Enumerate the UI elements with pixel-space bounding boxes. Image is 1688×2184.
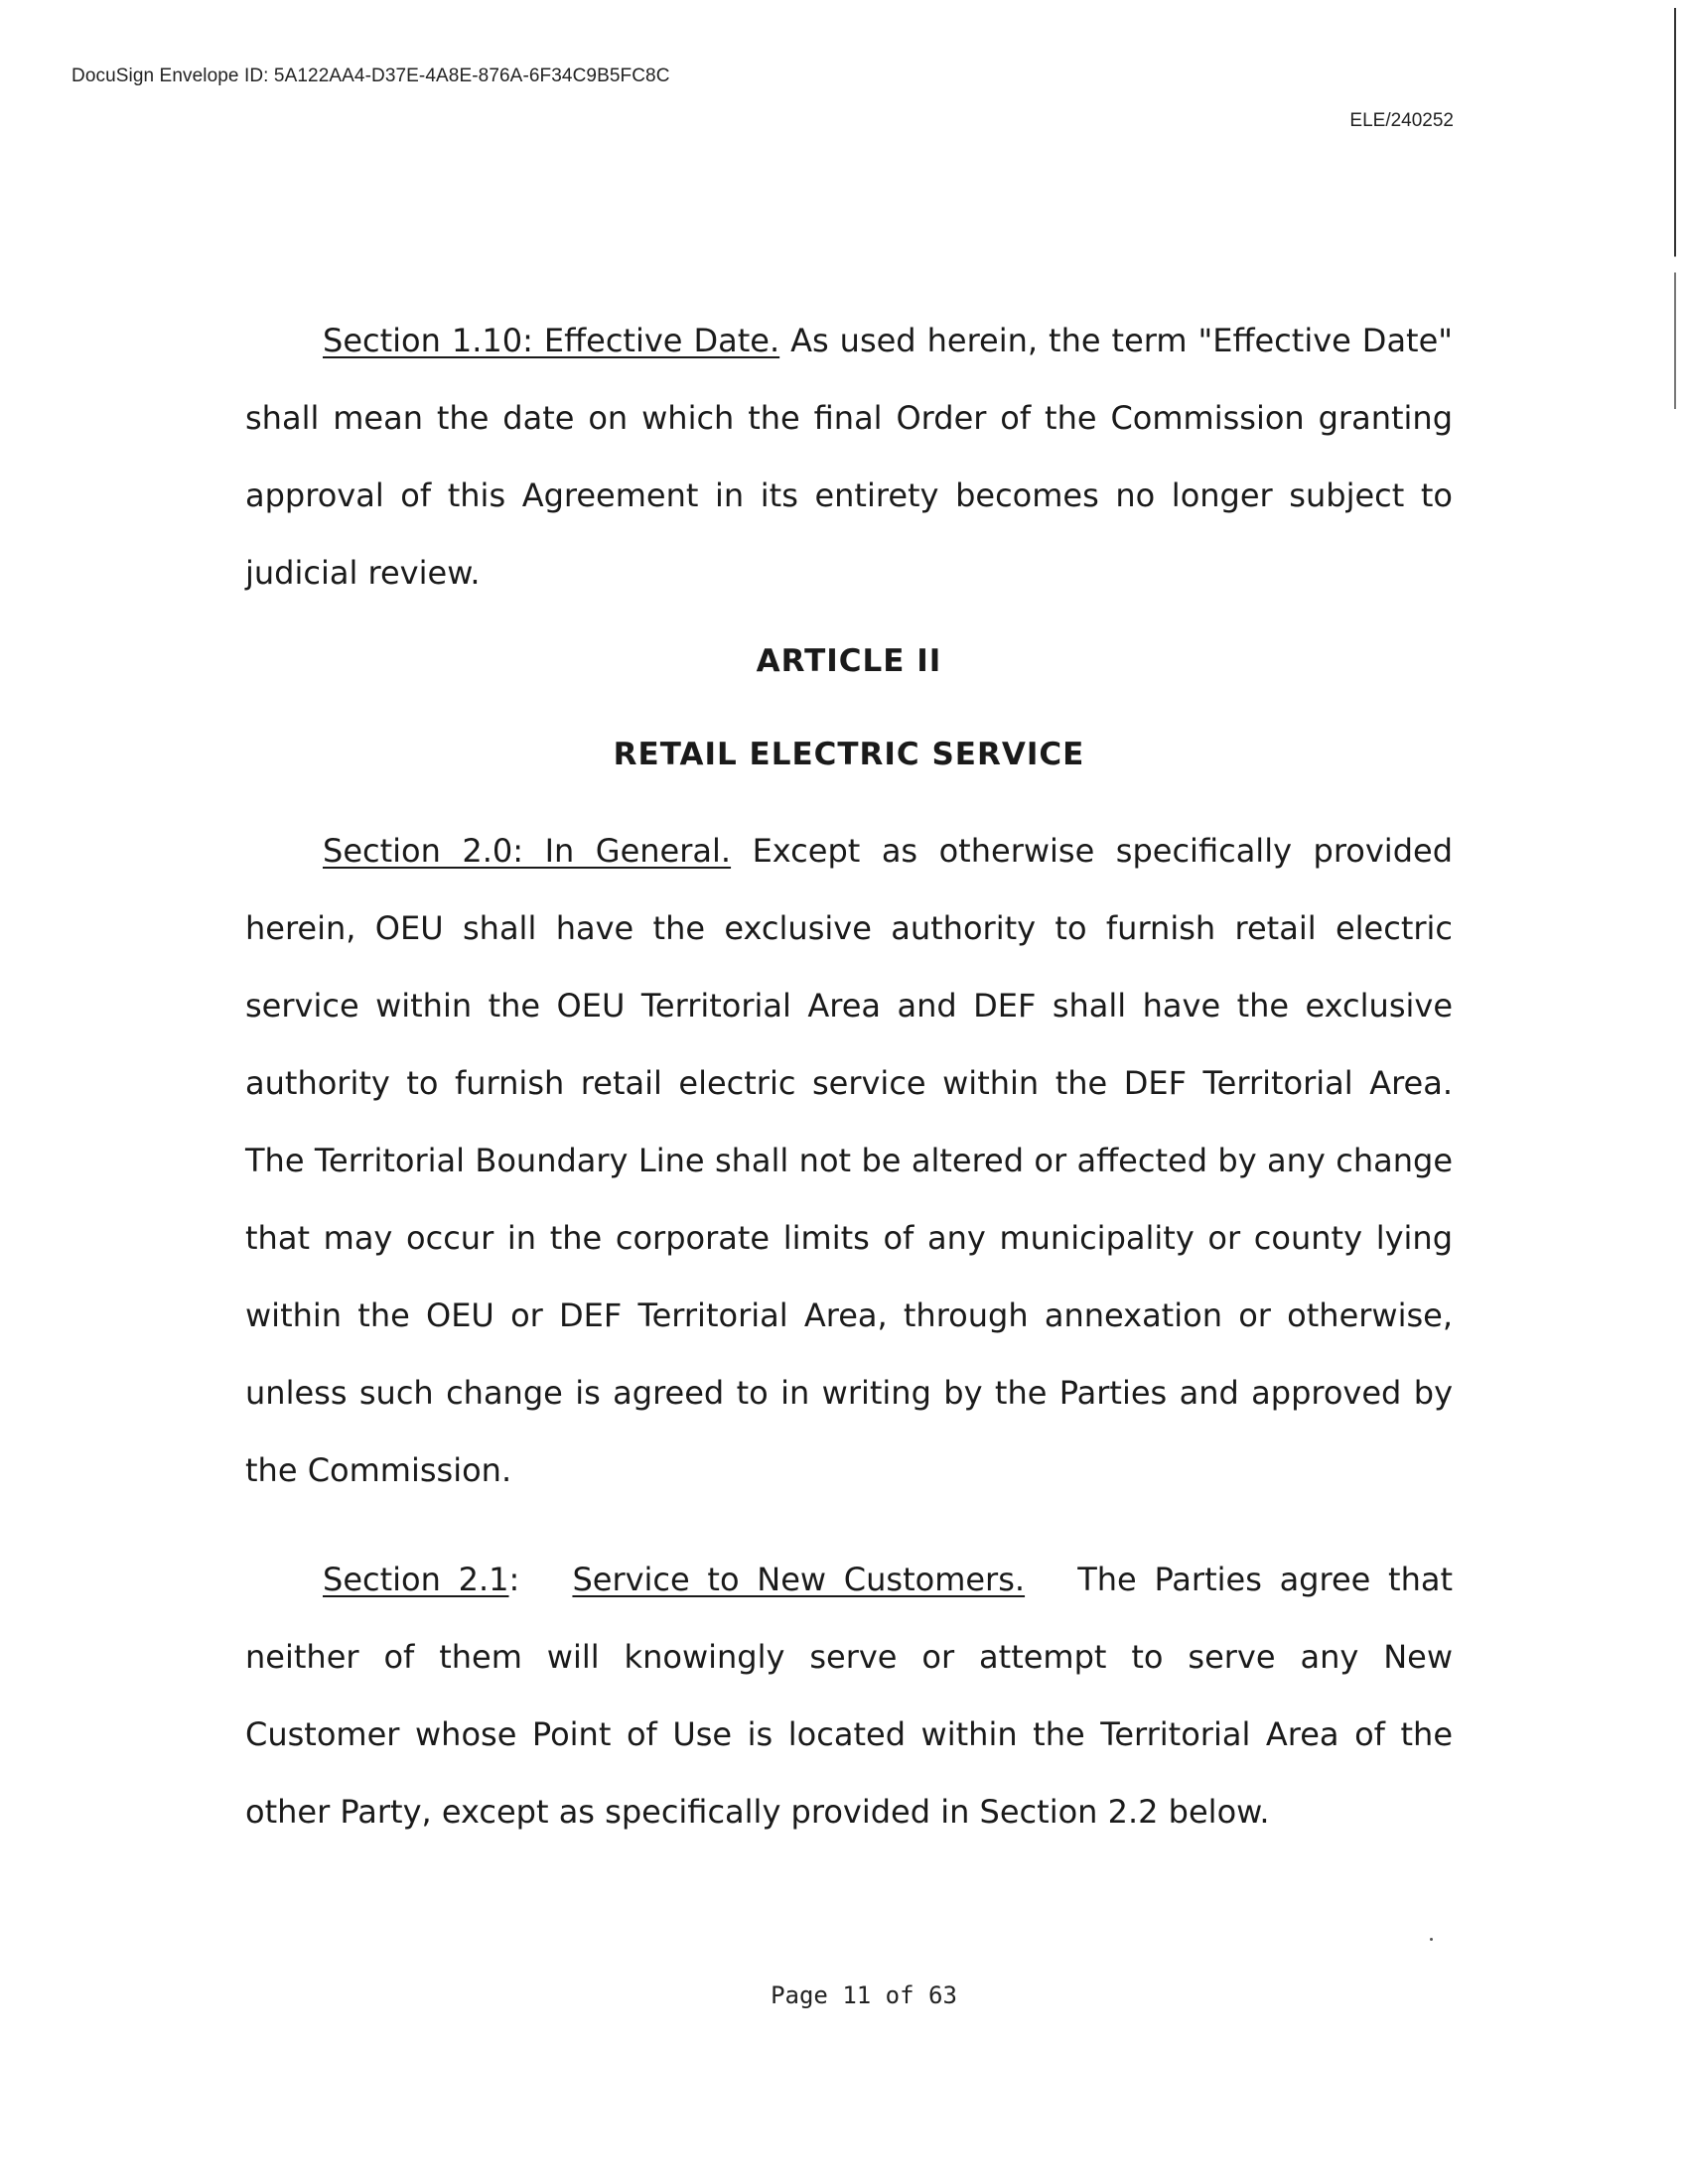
article-title: RETAIL ELECTRIC SERVICE (613, 737, 1085, 772)
section-2-0-paragraph (245, 812, 1453, 1509)
section-1-10 (245, 302, 1453, 612)
section-2-1 (245, 1541, 1464, 1850)
section-2-1-paragraph (245, 1541, 1464, 1850)
section-1-10-text: As used herein, the term "Effective Date" shall mean the date on which the final Order of the Commission granting approval of this Agreement in its entirety becomes no longer subject to judicial review. (245, 322, 1454, 592)
section-2-0-text: Except as otherwise specifically provided herein, OEU shall have the exclusive authority to furnish retail electric service within the OEU Territorial Area and DEF shall have the exclusive authority to furnish retail electric service within the DEF Territorial Area. The Territorial Boundary Line shall not be altered or affected by any change that may occur in the corporate limits of any municipality or county lying within the OEU or DEF Territorial Area, through annexation or otherwise, unless such change is agreed to in writing by the Parties and approved by the Commission. (245, 832, 1454, 1489)
article-number: ARTICLE II (756, 643, 942, 679)
scan-speck (1430, 1938, 1433, 1941)
document-reference: ELE/240252 (1349, 110, 1454, 131)
section-2-1-separator: : (508, 1561, 573, 1598)
docusign-envelope-id: DocuSign Envelope ID: 5A122AA4-D37E-4A8E-876A-6F34C9B5FC8C (71, 66, 670, 86)
page-number: Page 11 of 63 (771, 1981, 957, 2009)
section-1-10-title: Section 1.10: Effective Date. (323, 322, 780, 359)
section-2-1-title: Service to New Customers. (572, 1561, 1026, 1598)
section-2-0-title: Section 2.0: In General. (323, 832, 732, 870)
section-2-1-number: Section 2.1 (323, 1561, 509, 1598)
section-1-10-paragraph (245, 302, 1453, 612)
section-2-1-text: The Parties agree that neither of them will knowingly serve or attempt to serve any New Customer whose Point of Use is located within the Territorial Area of the other Party, except as specifically provided in Section 2.2 below. (245, 1561, 1464, 1831)
scan-edge-line (1674, 8, 1676, 409)
section-2-0 (245, 812, 1453, 1509)
